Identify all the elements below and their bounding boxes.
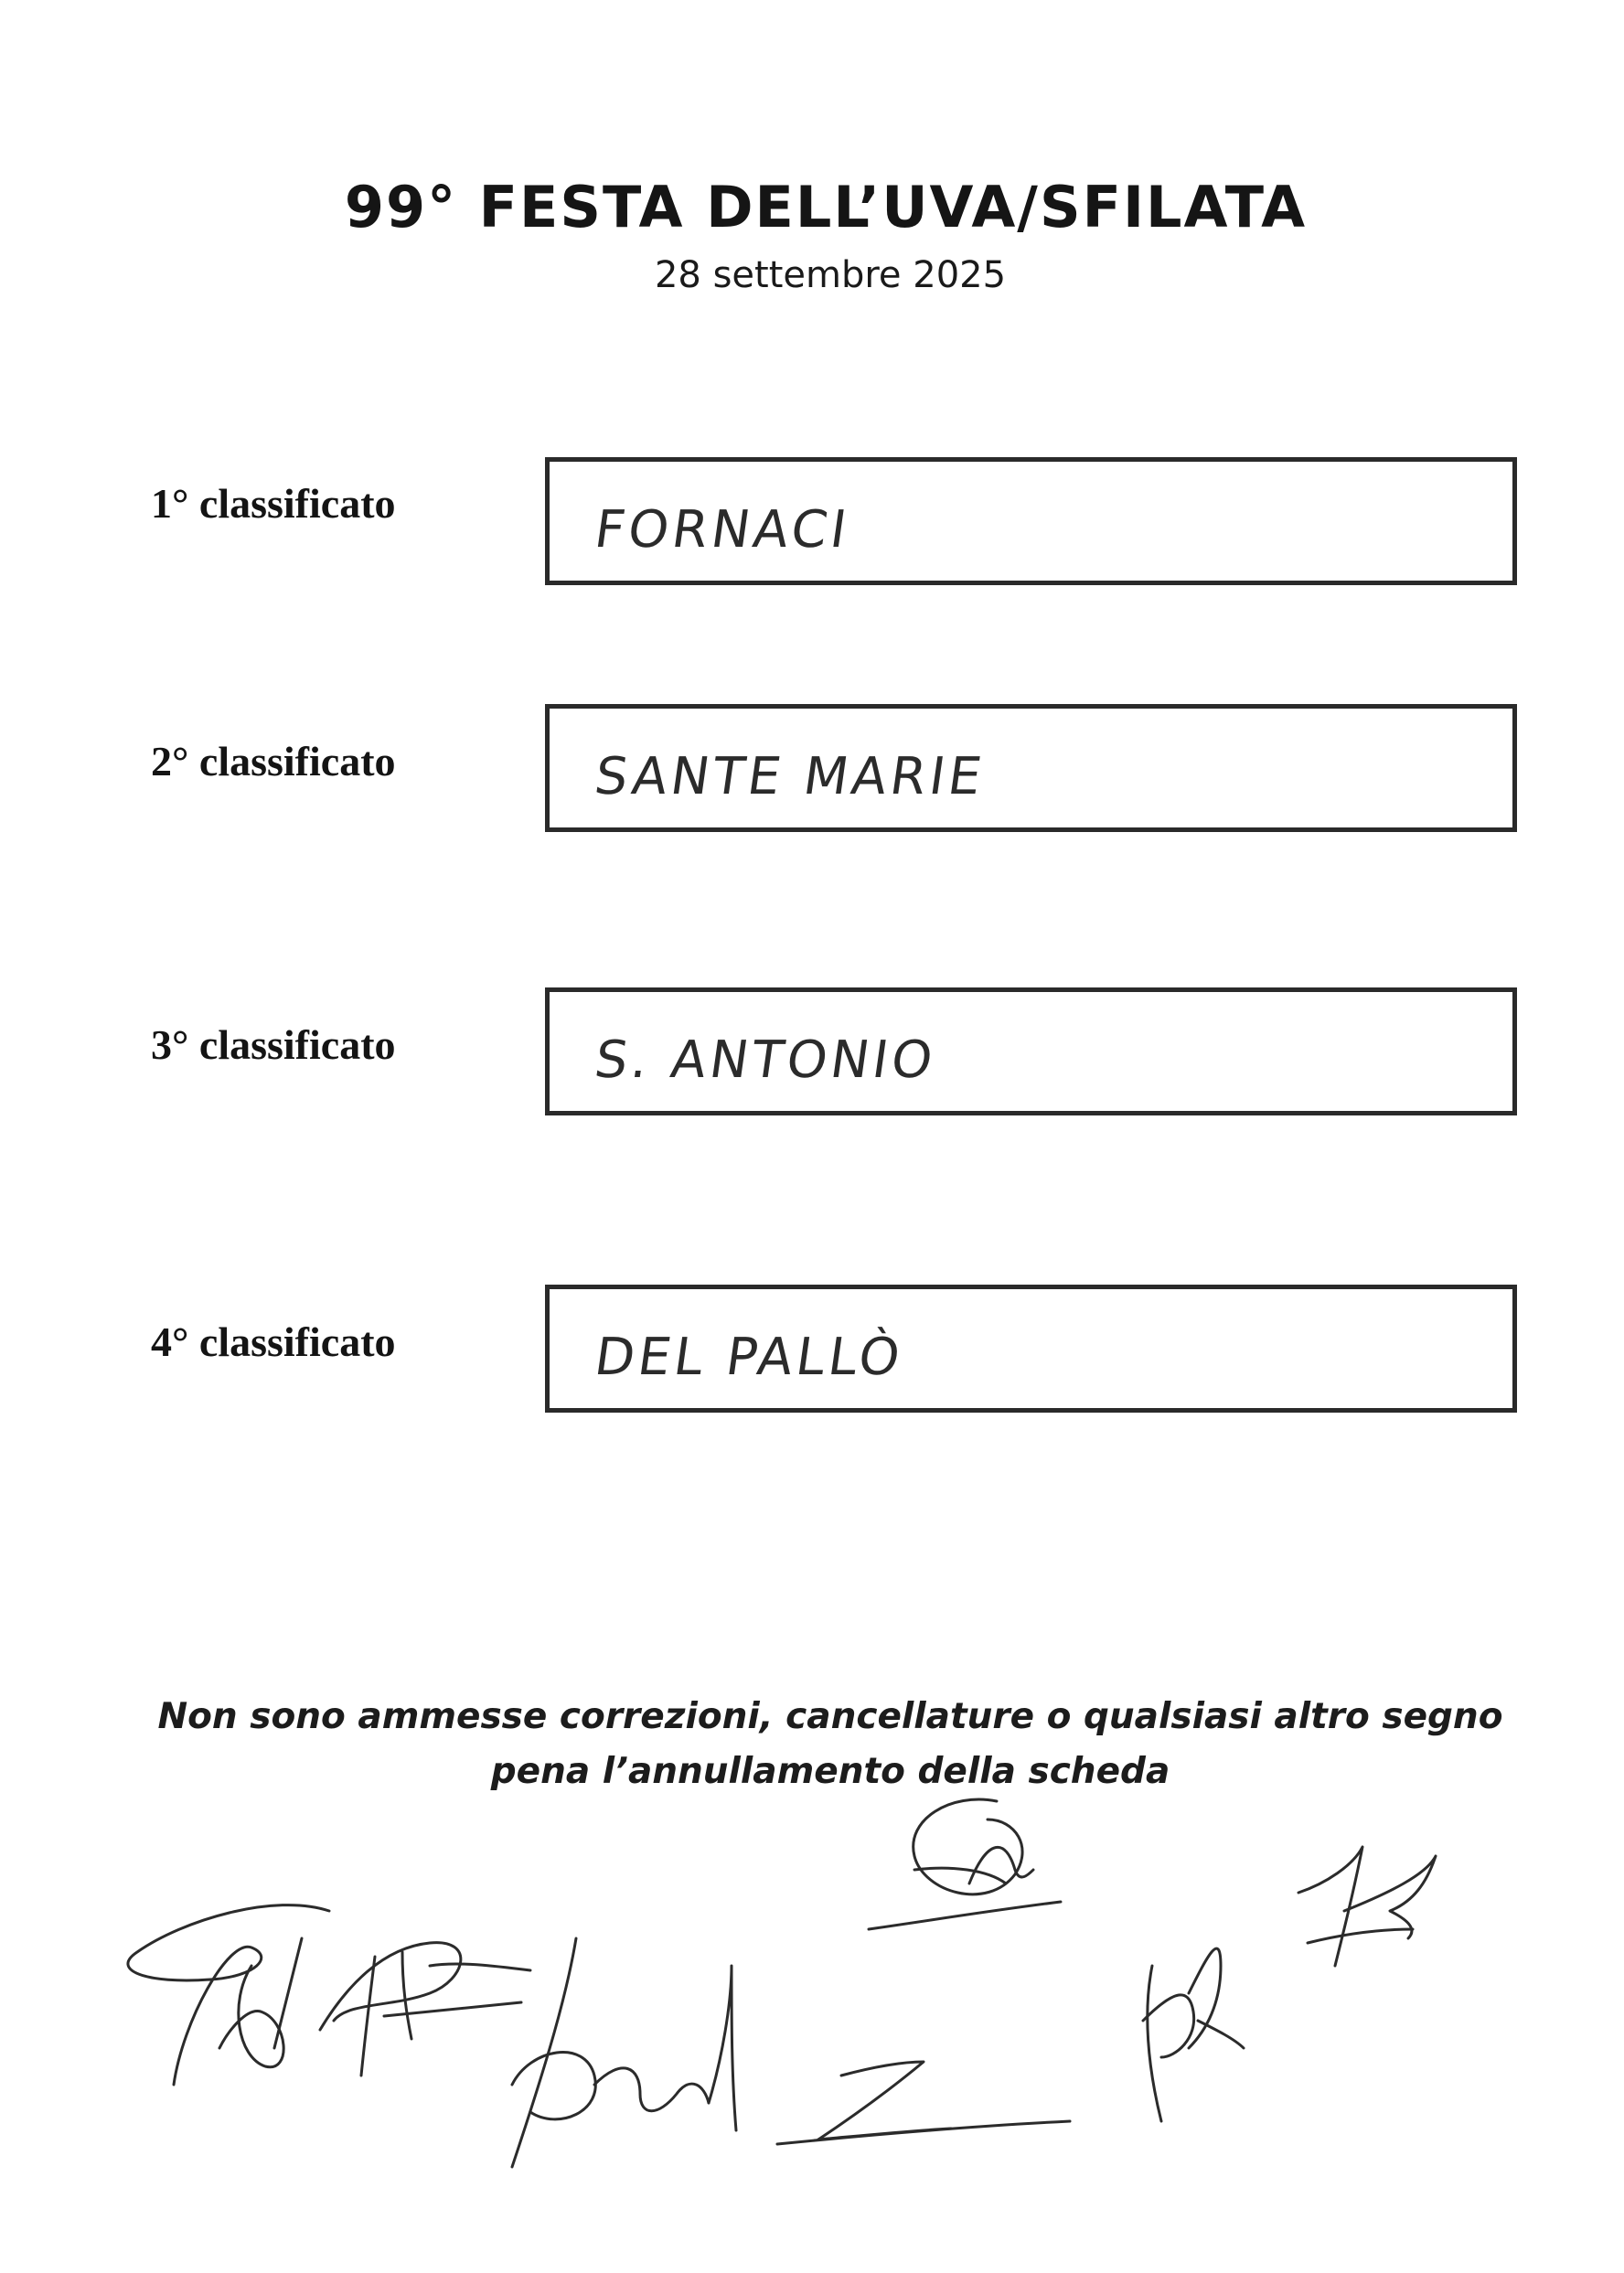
- ranking-field-4[interactable]: [545, 1285, 1517, 1413]
- document-title: 99° FESTA DELL’UVA/SFILATA: [344, 174, 1308, 240]
- ranking-value-3: S. ANTONIO: [591, 1030, 940, 1090]
- ranking-label-1: 1° classificato: [151, 480, 396, 527]
- signature-1: [128, 1905, 329, 2085]
- ranking-row-3: [0, 987, 1624, 1134]
- ranking-label-2: 2° classificato: [151, 738, 396, 784]
- signature-5: [777, 2062, 1070, 2144]
- notice-line-1: Non sono ammesse correzioni, cancellature o qualsiasi altro segno: [157, 1696, 1503, 1737]
- ranking-row-1: [0, 457, 1624, 603]
- ranking-row-4: [0, 1285, 1624, 1431]
- signature-3: [512, 1938, 736, 2167]
- ranking-field-1[interactable]: [545, 457, 1517, 585]
- ranking-field-2[interactable]: [545, 704, 1517, 832]
- ranking-label-3: 3° classificato: [151, 1021, 396, 1068]
- signature-2: [320, 1943, 530, 2076]
- ranking-value-1: FORNACI: [591, 500, 854, 560]
- notice-line-2: pena l’annullamento della scheda: [490, 1751, 1170, 1792]
- signatures-area: [0, 1783, 1624, 2222]
- signature-7: [1298, 1847, 1436, 1966]
- ranking-value-2: SANTE MARIE: [591, 747, 989, 806]
- ranking-field-3[interactable]: [545, 987, 1517, 1115]
- ranking-value-4: DEL PALLÒ: [591, 1328, 908, 1387]
- ranking-label-4: 4° classificato: [151, 1318, 396, 1365]
- signature-4: [869, 1799, 1061, 1929]
- ranking-row-2: [0, 704, 1624, 850]
- document-date: 28 settembre 2025: [654, 254, 1007, 296]
- signature-6: [1143, 1948, 1244, 2121]
